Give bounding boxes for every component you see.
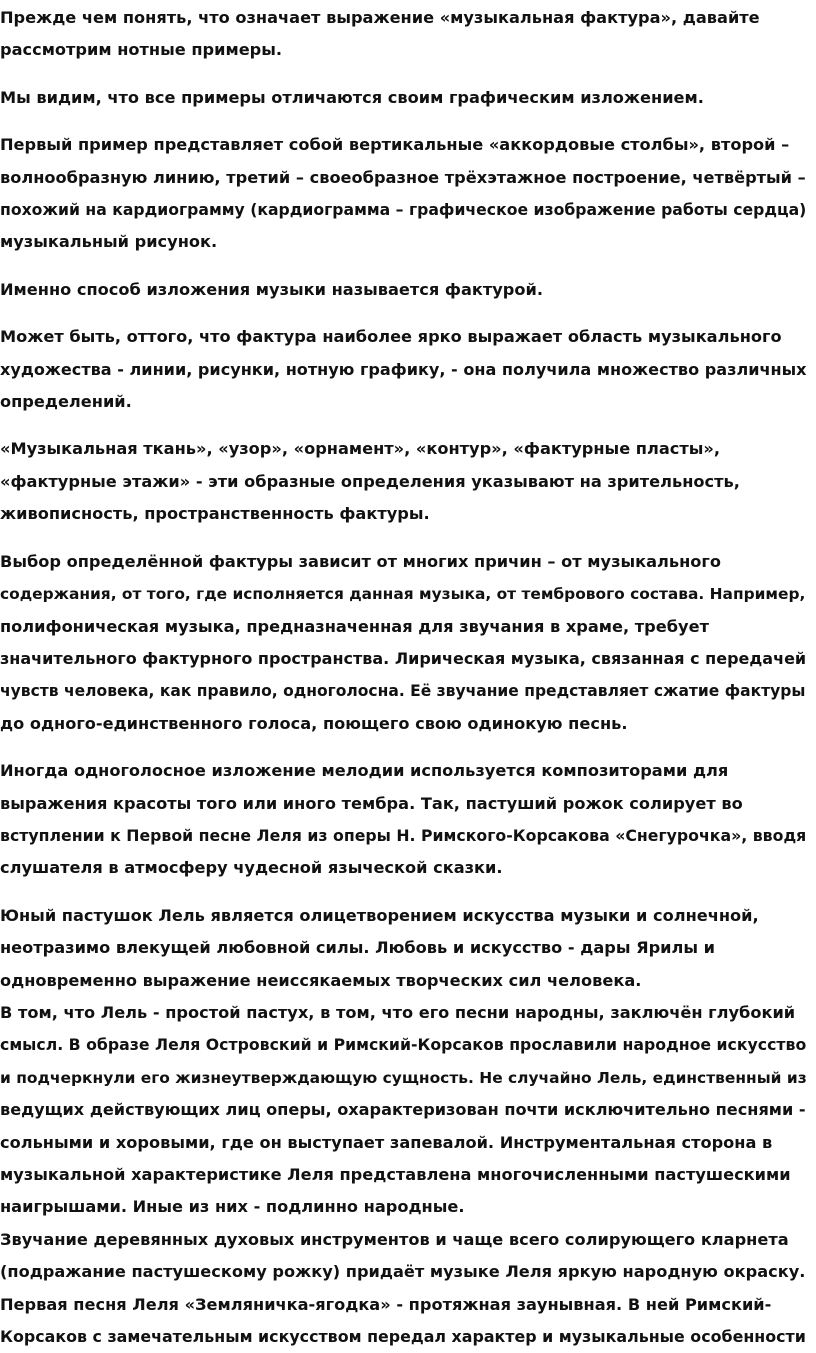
text-line: одновременно выражение неиссякаемых творческих сил человека.: [0, 970, 642, 990]
text-line: значительного фактурного пространства. Лирическая музыка, связанная с передачей: [0, 648, 807, 668]
text-line: сольными и хоровыми, где он выступает запевалой. Инструментальная сторона в: [0, 1132, 773, 1152]
paragraph-intro: [0, 2, 816, 67]
text-line: Корсаков с замечательным искусством передал характер и музыкальные особенности: [0, 1327, 806, 1347]
text-line: (подражание пастушескому рожку) придаёт музыке Леля яркую народную окраску.: [0, 1262, 806, 1282]
paragraph-texture-definitions: [0, 321, 816, 418]
text-line: ведущих действующих лиц оперы, охарактеризован почти исключительно песнями -: [0, 1100, 806, 1120]
paragraph-graphic-presentation: [0, 82, 816, 114]
text-line: Мы видим, что все примеры отличаются своим графическим изложением.: [0, 87, 704, 107]
text-line: похожий на кардиограмму (кардиограмма – графическое изображение работы сердца): [0, 200, 807, 220]
paragraph-monophonic-melody: [0, 755, 816, 885]
text-line: и подчеркнули его жизнеутверждающую сущность. Не случайно Лель, единственный из: [0, 1068, 807, 1087]
text-line: выражения красоты того или иного тембра. Так, пастуший рожок солирует во: [0, 793, 743, 813]
text-line: «Музыкальная ткань», «узор», «орнамент», «контур», «фактурные пласты»,: [0, 439, 720, 459]
text-line: неотразимо влекущей любовной силы. Любовь и искусство - дары Ярилы и: [0, 938, 715, 958]
text-line: музыкальный рисунок.: [0, 232, 218, 252]
paragraph-examples-description: [0, 129, 816, 259]
paragraph-lel-character: [0, 900, 816, 1353]
text-line: Звучание деревянных духовых инструментов и чаще всего солирующего кларнета: [0, 1229, 789, 1249]
text-line: живописность, пространственность фактуры.: [0, 504, 430, 524]
text-line: вступлении к Первой песне Леля из оперы Н. Римского-Корсакова «Снегурочка», вводя: [0, 825, 807, 845]
text-line: В том, что Лель - простой пастух, в том, что его песни народны, заключён глубокий: [0, 1002, 796, 1022]
text-line: Первый пример представляет собой вертикальные «аккордовые столбы», второй –: [0, 135, 790, 155]
text-line: Выбор определённой фактуры зависит от многих причин – от музыкального: [0, 551, 722, 571]
text-line: Именно способ изложения музыки называется фактурой.: [0, 279, 544, 299]
text-line: волнообразную линию, третий – своеобразное трёхэтажное построение, четвёртый –: [0, 167, 806, 187]
text-line: музыкальной характеристике Леля представлена многочисленными пастушескими: [0, 1165, 791, 1184]
text-line: Юный пастушок Лель является олицетворением искусства музыки и солнечной,: [0, 905, 759, 925]
text-line: Первая песня Леля «Земляничка-ягодка» - протяжная заунывная. В ней Римский-: [0, 1294, 772, 1314]
paragraph-texture-choice: [0, 546, 816, 740]
text-line: «фактурные этажи» - эти образные определения указывают на зрительность,: [0, 471, 740, 491]
text-line: смысл. В образе Леля Островский и Римский-Корсаков прославили народное искусство: [0, 1035, 807, 1055]
text-line: Может быть, оттого, что фактура наиболее ярко выражает область музыкального: [0, 327, 782, 347]
text-line: художества - линии, рисунки, нотную графику, - она получила множество различных: [0, 359, 807, 379]
text-line: Прежде чем понять, что означает выражение «музыкальная фактура», давайте: [0, 8, 760, 27]
text-line: Иногда одноголосное изложение мелодии используется композиторами для: [0, 761, 729, 781]
text-line: рассмотрим нотные примеры.: [0, 40, 283, 60]
text-line: содержания, от того, где исполняется данная музыка, от тембрового состава. Например,: [0, 585, 806, 604]
paragraph-figurative-definitions: [0, 433, 816, 530]
text-line: до одного-единственного голоса, поющего свою одинокую песнь.: [0, 713, 628, 733]
text-line: полифоническая музыка, предназначенная для звучания в храме, требует: [0, 616, 709, 636]
text-line: определений.: [0, 392, 132, 412]
text-line: наигрышами. Иные из них - подлинно народные.: [0, 1197, 465, 1217]
text-line: слушателя в атмосферу чудесной языческой сказки.: [0, 858, 503, 878]
paragraph-texture-definition: [0, 274, 816, 306]
text-line: чувств человека, как правило, одноголосна. Её звучание представляет сжатие фактуры: [0, 682, 806, 701]
